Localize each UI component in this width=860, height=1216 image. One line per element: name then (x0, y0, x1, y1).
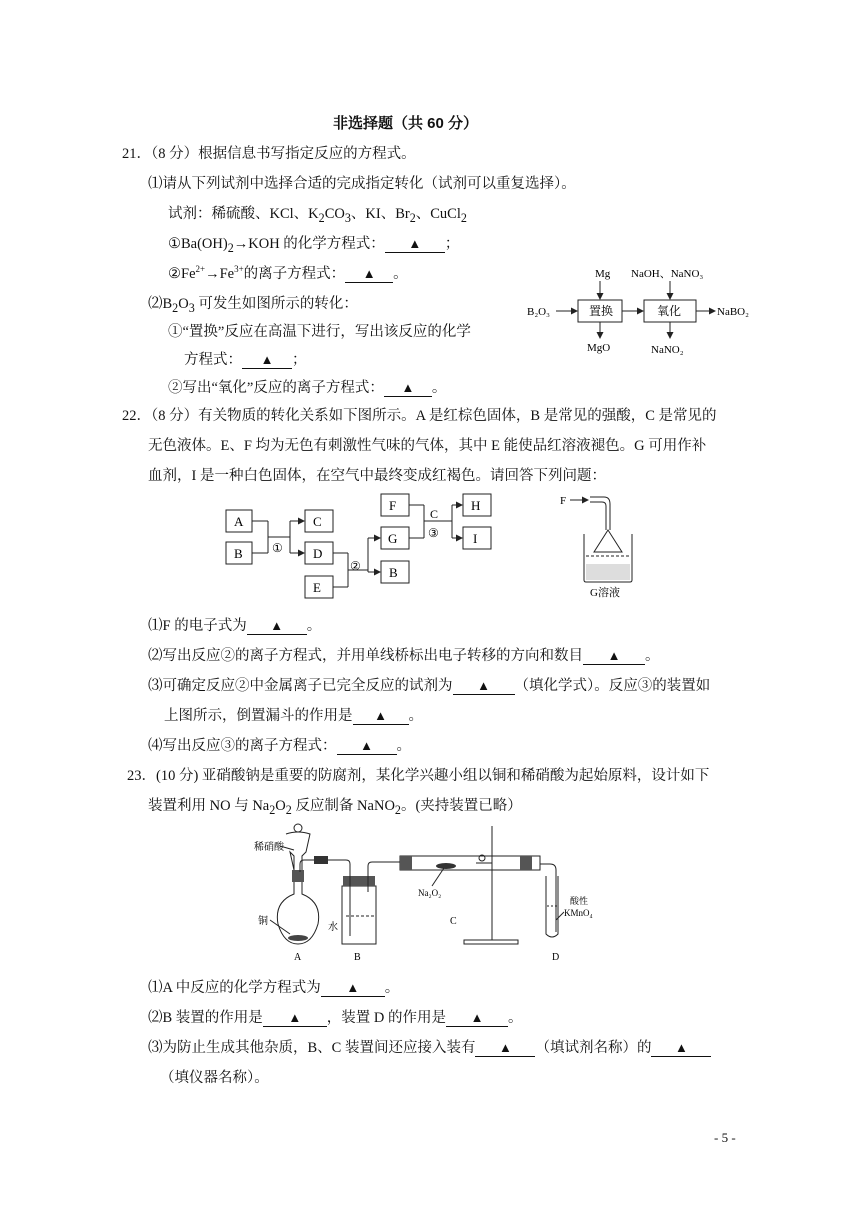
q22-absorption-apparatus (556, 490, 656, 600)
q21-item1: $①Ba(OH)_2\to KOH$ 的化学方程式： ▲ ； (168, 236, 460, 255)
water-label: 水 (328, 922, 338, 933)
svg-text:D: D (313, 546, 323, 561)
svg-text:A: A (234, 514, 244, 529)
na2o2-label: Na₂O₂ (418, 888, 442, 898)
section-title: 非选择题（共 60 分） (333, 115, 479, 132)
q21-heading: 21．（8 分）根据信息书写指定反应的方程式。 (122, 146, 416, 162)
q21-part1: ⑴请从下列试剂中选择合适的完成指定转化（试剂可以重复选择）。 (148, 176, 576, 192)
q23-line2: 装置利用 NO 与 $Na_2O_2$ 反应制备 NaNO$_2$。(夹持装置已略） (148, 798, 522, 817)
q22-line1: 22．（8 分）有关物质的转化关系如下图所示。A 是红棕色固体，B 是常见的强酸，C 是常见的 (122, 408, 717, 424)
svg-text:F: F (560, 495, 567, 507)
answer-blank[interactable]: ▲ (247, 618, 307, 635)
answer-blank[interactable]: ▲ (475, 1040, 535, 1057)
svg-text:F: F (389, 498, 397, 513)
q22-sub3b: 上图所示，倒置漏斗的作用是 ▲ 。 (164, 708, 423, 724)
svg-text:③: ③ (428, 526, 439, 540)
answer-blank[interactable]: ▲ (263, 1010, 327, 1027)
label-A: A (294, 952, 302, 963)
q22-sub4: ⑷写出反应③的离子方程式： ▲ 。 (148, 738, 411, 754)
svg-text:E: E (313, 580, 321, 595)
q23-sub2: ⑵B 装置的作用是 ▲ ，装置 D 的作用是 ▲ 。 (148, 1010, 523, 1026)
label-C: C (450, 916, 457, 927)
answer-blank[interactable]: ▲ (453, 678, 515, 695)
nano2-label: NaNO₂ (651, 344, 684, 356)
copper-label: 铜 (258, 916, 268, 927)
naoh-nano3-label: NaOH、NaNO₃ (631, 268, 704, 280)
q23-sub3b: （填仪器名称）。 (160, 1070, 269, 1086)
answer-blank[interactable]: ▲ (321, 980, 385, 997)
svg-text:C: C (313, 514, 322, 529)
kmno4-label: KMnO₄ (564, 908, 593, 918)
q23-sub1: ⑴A 中反应的化学方程式为 ▲ 。 (148, 980, 400, 996)
q21-part2: $⑵B_2O_3$ 可发生如图所示的转化： (148, 296, 358, 315)
svg-text:I: I (473, 531, 478, 546)
q21-p2-item1: ①“置换”反应在高温下进行，写出该反应的化学 (168, 324, 471, 340)
q22-sub3: ⑶可确定反应②中金属离子已完全反应的试剂为 ▲ （填化学式）。反应③的装置如 (148, 678, 711, 694)
q21-item2: $②Fe^{2+}\to Fe^{3+}$的离子方程式： ▲ 。 (168, 264, 408, 282)
q21-p2-item1b: 方程式： ▲ ； (184, 352, 307, 368)
answer-blank[interactable]: ▲ (353, 708, 409, 725)
q22-flow-diagram (220, 490, 500, 602)
svg-text:C: C (430, 507, 439, 521)
svg-text:B: B (389, 565, 398, 580)
svg-text:G溶液: G溶液 (590, 587, 620, 599)
svg-text:氧化: 氧化 (657, 304, 682, 318)
answer-blank[interactable]: ▲ (583, 648, 645, 665)
svg-text:①: ① (272, 541, 283, 555)
label-B: B (354, 952, 361, 963)
q23-apparatus (250, 816, 600, 964)
b2o3-label: B₂O₃ (527, 306, 550, 318)
label-D: D (552, 952, 560, 963)
answer-blank[interactable]: ▲ (384, 380, 432, 397)
q23-line1: 23．(10 分) 亚硝酸钠是重要的防腐剂，某化学兴趣小组以铜和稀硝酸为起始原料，设计如下 (127, 768, 710, 784)
q21-p2-item2: ②写出“氧化”反应的离子方程式： ▲ 。 (168, 380, 447, 396)
page-number: - 5 - (714, 1130, 736, 1145)
svg-text:H: H (471, 498, 481, 513)
answer-blank[interactable]: ▲ (345, 266, 393, 283)
mgo-label: MgO (587, 342, 611, 354)
q21-conversion-diagram (525, 262, 765, 360)
answer-blank[interactable]: ▲ (337, 738, 397, 755)
q21-reagents: 试剂：稀硫酸、KCl、$K_2CO_3$、KI、$Br_2$、CuCl$_2$ (168, 206, 467, 225)
answer-blank[interactable]: ▲ (242, 352, 292, 369)
dilute-nitric-acid-label: 稀硝酸 (254, 842, 284, 853)
svg-text:②: ② (350, 559, 361, 573)
svg-text:B: B (234, 546, 243, 561)
q22-sub2: ⑵写出反应②的离子方程式，并用单线桥标出电子转移的方向和数目 ▲ 。 (148, 648, 660, 664)
q22-line3: 血剂，I 是一种白色固体，在空气中最终变成红褐色。请回答下列问题： (148, 468, 606, 484)
answer-blank[interactable]: ▲ (651, 1040, 711, 1057)
answer-blank[interactable]: ▲ (446, 1010, 508, 1027)
q22-line2: 无色液体。E、F 均为无色有刺激性气味的气体，其中 E 能使品红溶液褪色。G 可用作补 (148, 438, 707, 454)
svg-text:G: G (388, 531, 398, 546)
acidic-label: 酸性 (570, 896, 589, 906)
q23-sub3: ⑶为防止生成其他杂质，B、C 装置间还应接入装有 ▲ （填试剂名称）的 ▲ (148, 1036, 711, 1057)
mg-label: Mg (595, 268, 611, 280)
q22-sub1: ⑴F 的电子式为 ▲ 。 (148, 618, 322, 634)
answer-blank[interactable]: ▲ (385, 236, 445, 253)
svg-text:置换: 置换 (589, 304, 614, 318)
nabo2-label: NaBO₂ (717, 306, 749, 318)
